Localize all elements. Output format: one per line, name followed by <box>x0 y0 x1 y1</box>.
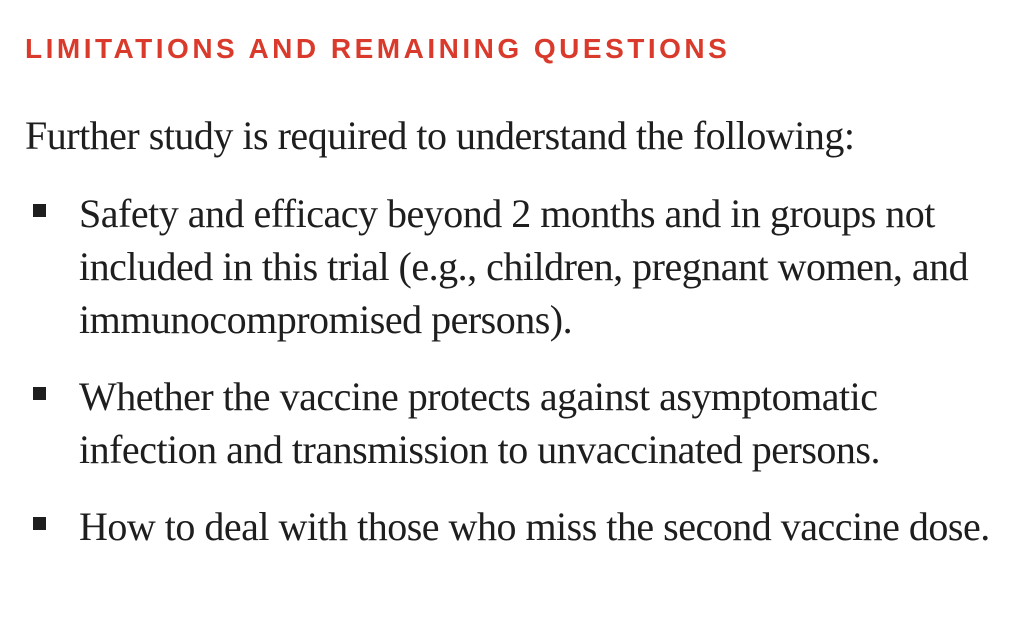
bullet-list <box>25 187 999 553</box>
intro-text: Further study is required to understand the following: <box>25 113 855 158</box>
list-item <box>25 370 999 476</box>
square-bullet-icon <box>33 204 46 217</box>
list-item <box>25 500 999 553</box>
square-bullet-icon <box>33 387 46 400</box>
square-bullet-icon <box>33 517 46 530</box>
bullet-text-missed-second-dose: How to deal with those who miss the second vaccine dose. <box>79 504 990 549</box>
bullet-text-safety-efficacy: Safety and efficacy beyond 2 months and in groups not included in this trial (e.g., children, pregnant women, and immunocompromised persons). <box>79 191 969 342</box>
section-heading: LIMITATIONS AND REMAINING QUESTIONS <box>25 33 731 64</box>
list-item <box>25 187 999 346</box>
bullet-text-asymptomatic-transmission: Whether the vaccine protects against asymptomatic infection and transmission to unvaccinated persons. <box>79 374 880 472</box>
